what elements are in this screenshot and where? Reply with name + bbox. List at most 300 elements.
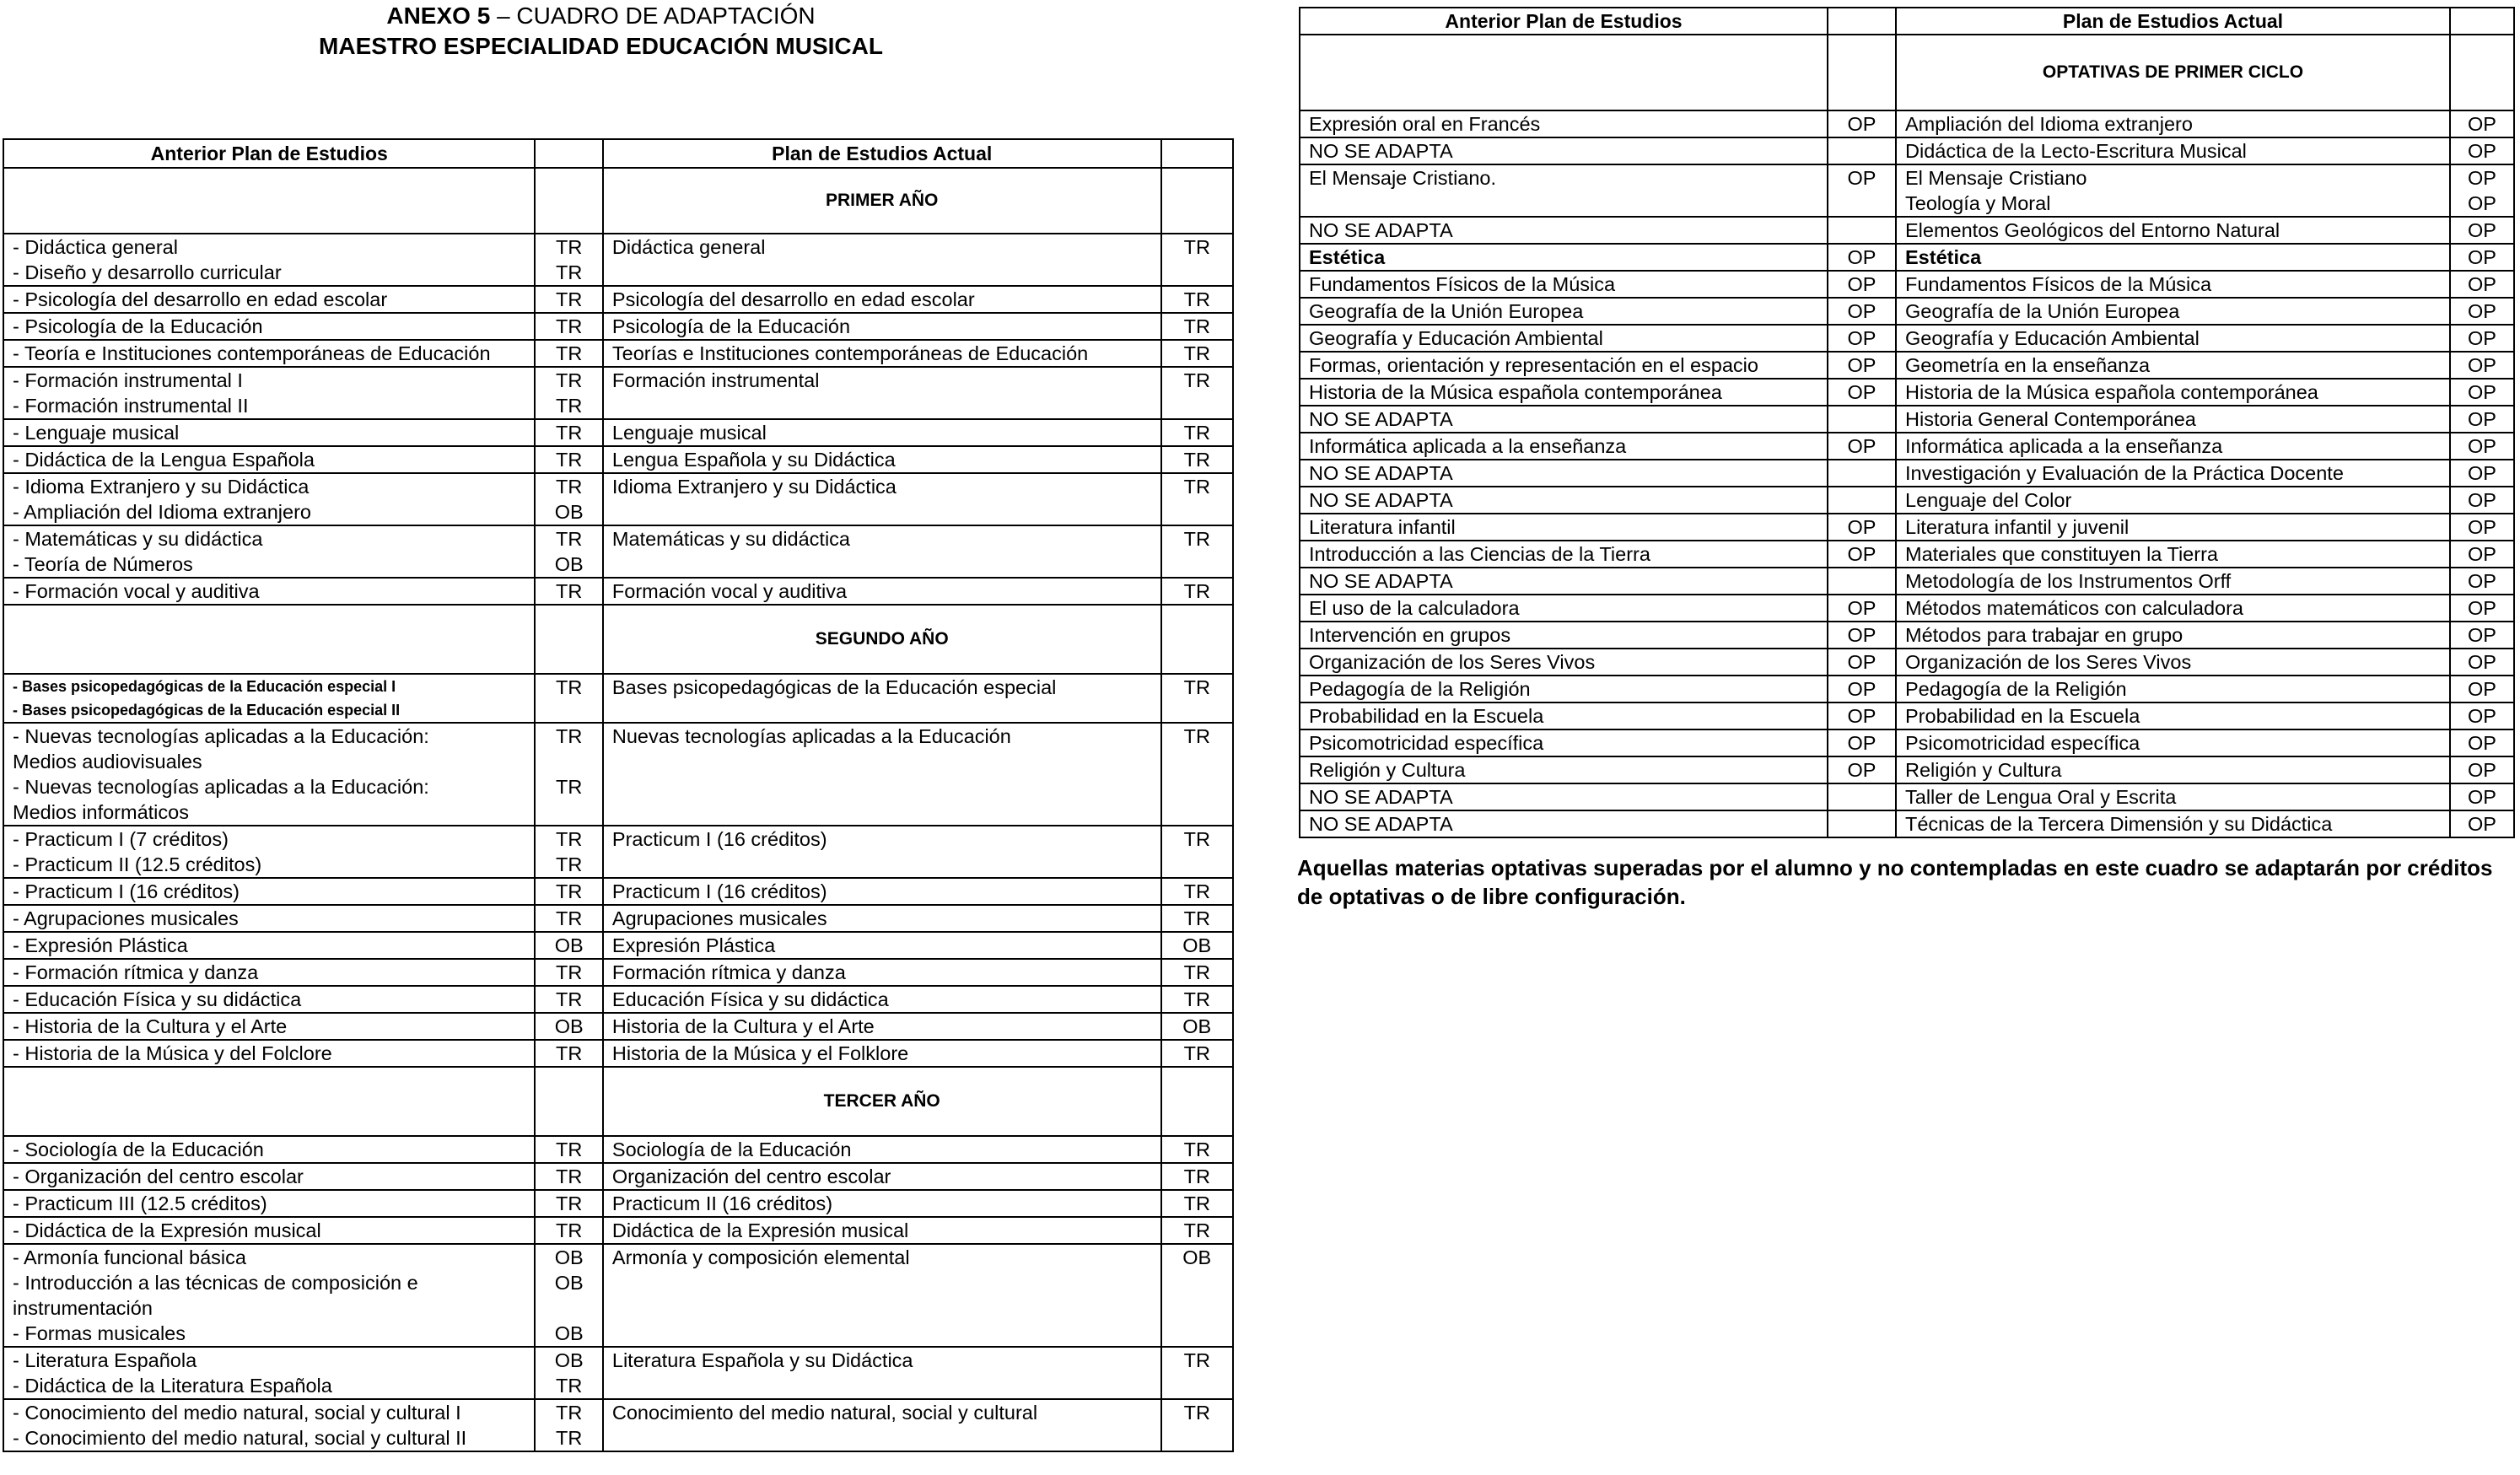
old-subject: - Didáctica general - Diseño y desarrollo curricular [3, 234, 535, 286]
right-row [1300, 649, 2514, 676]
new-type: OP [2450, 406, 2514, 433]
left-row [3, 1347, 1233, 1399]
new-type: OP [2450, 541, 2514, 568]
new-type: OP [2450, 703, 2514, 729]
right-row [1300, 810, 2514, 837]
old-type: TR TR [535, 1399, 602, 1451]
right-table-body [1300, 8, 2514, 837]
new-subject: Psicología de la Educación [603, 313, 1161, 340]
old-type [1828, 487, 1896, 514]
old-type: OP [1828, 164, 1896, 217]
old-type: TR [535, 340, 602, 367]
year-blank [535, 1067, 602, 1136]
old-type [1828, 406, 1896, 433]
new-subject: Formación rítmica y danza [603, 959, 1161, 986]
annex-subtitle: – CUADRO DE ADAPTACIÓN [490, 3, 816, 29]
old-subject: - Didáctica de la Expresión musical [3, 1217, 535, 1244]
old-type [1828, 810, 1896, 837]
new-type: TR [1161, 959, 1233, 986]
old-type: TR [535, 578, 602, 605]
old-type: OB [535, 932, 602, 959]
old-subject: - Lenguaje musical [3, 419, 535, 446]
new-subject: Agrupaciones musicales [603, 905, 1161, 932]
old-type: OP [1828, 352, 1896, 379]
left-table-body [3, 139, 1233, 1451]
new-subject: Materiales que constituyen la Tierra [1896, 541, 2450, 568]
right-row [1300, 406, 2514, 433]
new-subject: Organización del centro escolar [603, 1163, 1161, 1190]
old-subject: Pedagogía de la Religión [1300, 676, 1828, 703]
old-subject: - Formación instrumental I - Formación instrumental II [3, 367, 535, 419]
old-type: TR OB [535, 525, 602, 578]
left-row [3, 525, 1233, 578]
old-subject: Informática aplicada a la enseñanza [1300, 433, 1828, 460]
left-row [3, 578, 1233, 605]
new-type: TR [1161, 1040, 1233, 1067]
new-type: TR [1161, 367, 1233, 419]
new-type: TR [1161, 1190, 1233, 1217]
new-subject: Expresión Plástica [603, 932, 1161, 959]
new-type: TR [1161, 446, 1233, 473]
new-subject: Formación vocal y auditiva [603, 578, 1161, 605]
old-type: OP [1828, 514, 1896, 541]
year-blank [535, 168, 602, 234]
new-subject: Estética [1896, 244, 2450, 271]
old-type [1828, 217, 1896, 244]
old-subject: - Teoría e Instituciones contemporáneas de Educación [3, 340, 535, 367]
left-row [3, 723, 1233, 826]
new-type: OP [2450, 433, 2514, 460]
new-subject: Lengua Española y su Didáctica [603, 446, 1161, 473]
new-type: TR [1161, 1347, 1233, 1399]
new-subject: Historia General Contemporánea [1896, 406, 2450, 433]
old-type: OP [1828, 433, 1896, 460]
left-header-old: Anterior Plan de Estudios [3, 139, 535, 168]
new-subject: Didáctica de la Expresión musical [603, 1217, 1161, 1244]
right-row [1300, 595, 2514, 622]
old-type: TR [535, 1040, 602, 1067]
new-subject: Organización de los Seres Vivos [1896, 649, 2450, 676]
new-subject: Psicología del desarrollo en edad escolar [603, 286, 1161, 313]
right-row [1300, 433, 2514, 460]
left-row [3, 932, 1233, 959]
old-subject: NO SE ADAPTA [1300, 487, 1828, 514]
old-type: OP [1828, 110, 1896, 137]
left-row [3, 959, 1233, 986]
new-subject: Practicum I (16 créditos) [603, 878, 1161, 905]
left-adaptation-table [3, 138, 1234, 1452]
left-row [3, 1040, 1233, 1067]
new-type: TR [1161, 419, 1233, 446]
old-type: TR [535, 286, 602, 313]
old-type: TR [535, 905, 602, 932]
old-subject: - Educación Física y su didáctica [3, 986, 535, 1013]
old-type: TR [535, 1190, 602, 1217]
new-type: OP [2450, 298, 2514, 325]
left-row [3, 340, 1233, 367]
old-type: OP [1828, 729, 1896, 756]
old-subject: - Practicum I (16 créditos) [3, 878, 535, 905]
new-type: TR [1161, 340, 1233, 367]
old-type: OP [1828, 703, 1896, 729]
old-subject: - Formación vocal y auditiva [3, 578, 535, 605]
new-subject: Lenguaje del Color [1896, 487, 2450, 514]
annex-title [0, 2, 1202, 30]
new-type: TR [1161, 286, 1233, 313]
left-row [3, 367, 1233, 419]
right-row [1300, 568, 2514, 595]
year-row-2 [3, 605, 1233, 674]
right-row [1300, 217, 2514, 244]
new-subject: Geografía y Educación Ambiental [1896, 325, 2450, 352]
new-type: TR [1161, 674, 1233, 723]
new-subject: Geografía de la Unión Europea [1896, 298, 2450, 325]
left-row [3, 674, 1233, 723]
left-header-row [3, 139, 1233, 168]
new-subject: Matemáticas y su didáctica [603, 525, 1161, 578]
new-type: TR [1161, 1399, 1233, 1451]
year-blank [1161, 1067, 1233, 1136]
new-type: TR [1161, 1163, 1233, 1190]
old-subject: NO SE ADAPTA [1300, 460, 1828, 487]
right-row [1300, 783, 2514, 810]
old-type: TR TR [535, 826, 602, 878]
footnote: Aquellas materias optativas superadas por el alumno y no contempladas en este cuadro se adaptarán por créditos de optativas o de libre configuración. [1297, 855, 2493, 909]
new-type: OP [2450, 783, 2514, 810]
new-subject: Taller de Lengua Oral y Escrita [1896, 783, 2450, 810]
new-subject: Historia de la Cultura y el Arte [603, 1013, 1161, 1040]
old-type: OP [1828, 649, 1896, 676]
new-subject: Informática aplicada a la enseñanza [1896, 433, 2450, 460]
old-subject: - Agrupaciones musicales [3, 905, 535, 932]
new-type: TR [1161, 826, 1233, 878]
old-type: OP [1828, 622, 1896, 649]
old-type: OP [1828, 541, 1896, 568]
old-type: OB [535, 1013, 602, 1040]
old-type: TR OB [535, 473, 602, 525]
left-header-new: Plan de Estudios Actual [603, 139, 1161, 168]
old-subject: - Practicum III (12.5 créditos) [3, 1190, 535, 1217]
new-subject: Formación instrumental [603, 367, 1161, 419]
new-type: TR [1161, 473, 1233, 525]
new-subject: Literatura infantil y juvenil [1896, 514, 2450, 541]
year-label-1: PRIMER AÑO [603, 168, 1161, 234]
old-type: OP [1828, 379, 1896, 406]
old-subject: Religión y Cultura [1300, 756, 1828, 783]
new-subject: Lenguaje musical [603, 419, 1161, 446]
right-row [1300, 676, 2514, 703]
new-type: OP [2450, 217, 2514, 244]
new-subject: Didáctica general [603, 234, 1161, 286]
old-subject: Historia de la Música española contemporánea [1300, 379, 1828, 406]
old-type: TR TR [535, 367, 602, 419]
new-subject: Historia de la Música española contemporánea [1896, 379, 2450, 406]
old-subject: Geografía de la Unión Europea [1300, 298, 1828, 325]
new-type: TR [1161, 905, 1233, 932]
old-type: TR [535, 986, 602, 1013]
specialty-title: MAESTRO ESPECIALIDAD EDUCACIÓN MUSICAL [319, 33, 883, 59]
old-type: TR [535, 959, 602, 986]
year-label-2: SEGUNDO AÑO [603, 605, 1161, 674]
left-row [3, 986, 1233, 1013]
old-subject: - Nuevas tecnologías aplicadas a la Educación: Medios audiovisuales - Nuevas tecnologías aplicadas a la Educación: Medios informáticos [3, 723, 535, 826]
new-subject: Idioma Extranjero y su Didáctica [603, 473, 1161, 525]
left-row [3, 286, 1233, 313]
left-row [3, 313, 1233, 340]
left-row [3, 1217, 1233, 1244]
old-type: TR [535, 419, 602, 446]
right-row [1300, 110, 2514, 137]
new-subject: Armonía y composición elemental [603, 1244, 1161, 1347]
old-subject: - Matemáticas y su didáctica - Teoría de Números [3, 525, 535, 578]
new-type: OP [2450, 352, 2514, 379]
year-row-3 [3, 1067, 1233, 1136]
old-type: TR [535, 446, 602, 473]
new-subject: Psicomotricidad específica [1896, 729, 2450, 756]
old-subject: - Expresión Plástica [3, 932, 535, 959]
old-type: TR [535, 1136, 602, 1163]
old-subject: - Literatura Española - Didáctica de la Literatura Española [3, 1347, 535, 1399]
right-row [1300, 244, 2514, 271]
right-row [1300, 271, 2514, 298]
left-row [3, 878, 1233, 905]
new-type: TR [1161, 525, 1233, 578]
old-subject: Estética [1300, 244, 1828, 271]
new-type: OP [2450, 729, 2514, 756]
right-row [1300, 703, 2514, 729]
section-blank [1828, 35, 1896, 110]
right-row [1300, 514, 2514, 541]
old-type: TR [535, 1217, 602, 1244]
right-header-old: Anterior Plan de Estudios [1300, 8, 1828, 35]
new-subject: Practicum II (16 créditos) [603, 1190, 1161, 1217]
old-subject: - Formación rítmica y danza [3, 959, 535, 986]
right-adaptation-table [1299, 7, 2515, 838]
old-subject: Literatura infantil [1300, 514, 1828, 541]
old-subject: - Organización del centro escolar [3, 1163, 535, 1190]
new-type: OB [1161, 1244, 1233, 1347]
new-subject: Fundamentos Físicos de la Música [1896, 271, 2450, 298]
old-type: TR TR [535, 723, 602, 826]
old-subject: Organización de los Seres Vivos [1300, 649, 1828, 676]
new-type: OP OP [2450, 164, 2514, 217]
new-subject: Métodos matemáticos con calculadora [1896, 595, 2450, 622]
new-type: TR [1161, 723, 1233, 826]
right-row [1300, 487, 2514, 514]
right-header-row [1300, 8, 2514, 35]
year-blank [1161, 168, 1233, 234]
right-row [1300, 541, 2514, 568]
old-type: OP [1828, 676, 1896, 703]
new-subject: Técnicas de la Tercera Dimensión y su Didáctica [1896, 810, 2450, 837]
new-type: OP [2450, 487, 2514, 514]
left-row [3, 473, 1233, 525]
old-type: OP [1828, 756, 1896, 783]
old-subject: - Didáctica de la Lengua Española [3, 446, 535, 473]
left-row [3, 234, 1233, 286]
section-row [1300, 35, 2514, 110]
old-type: OP [1828, 595, 1896, 622]
new-type: TR [1161, 234, 1233, 286]
right-row [1300, 352, 2514, 379]
new-subject: Elementos Geológicos del Entorno Natural [1896, 217, 2450, 244]
new-type: OP [2450, 622, 2514, 649]
old-type: TR [535, 1163, 602, 1190]
new-type: OP [2450, 568, 2514, 595]
right-header-new: Plan de Estudios Actual [1896, 8, 2450, 35]
new-subject: Practicum I (16 créditos) [603, 826, 1161, 878]
new-subject: Pedagogía de la Religión [1896, 676, 2450, 703]
old-subject: - Practicum I (7 créditos) - Practicum II (12.5 créditos) [3, 826, 535, 878]
old-type: OB OB OB [535, 1244, 602, 1347]
old-subject: Intervención en grupos [1300, 622, 1828, 649]
right-row [1300, 137, 2514, 164]
old-type: TR [535, 674, 602, 723]
old-type: OP [1828, 298, 1896, 325]
old-subject: - Idioma Extranjero y su Didáctica - Ampliación del Idioma extranjero [3, 473, 535, 525]
new-subject: Probabilidad en la Escuela [1896, 703, 2450, 729]
right-row [1300, 164, 2514, 217]
new-subject: Sociología de la Educación [603, 1136, 1161, 1163]
year-blank [1161, 605, 1233, 674]
left-row [3, 419, 1233, 446]
old-subject: - Conocimiento del medio natural, social y cultural I - Conocimiento del medio natural, social y cultural II [3, 1399, 535, 1451]
left-row [3, 1136, 1233, 1163]
left-row [3, 826, 1233, 878]
old-subject: NO SE ADAPTA [1300, 810, 1828, 837]
old-type [1828, 568, 1896, 595]
right-header-blank [1828, 8, 1896, 35]
new-type: OB [1161, 932, 1233, 959]
right-row [1300, 325, 2514, 352]
new-subject: Educación Física y su didáctica [603, 986, 1161, 1013]
old-type [1828, 137, 1896, 164]
left-row [3, 1399, 1233, 1451]
new-type: OP [2450, 514, 2514, 541]
old-subject: Geografía y Educación Ambiental [1300, 325, 1828, 352]
old-subject: Psicomotricidad específica [1300, 729, 1828, 756]
section-label: OPTATIVAS DE PRIMER CICLO [1896, 35, 2450, 110]
new-type: TR [1161, 313, 1233, 340]
year-label-3: TERCER AÑO [603, 1067, 1161, 1136]
old-subject: Expresión oral en Francés [1300, 110, 1828, 137]
new-type: OP [2450, 595, 2514, 622]
year-row-1 [3, 168, 1233, 234]
left-header-blank [535, 139, 602, 168]
new-type: OP [2450, 137, 2514, 164]
left-row [3, 1244, 1233, 1347]
new-subject: Nuevas tecnologías aplicadas a la Educación [603, 723, 1161, 826]
right-row [1300, 622, 2514, 649]
new-type: OP [2450, 460, 2514, 487]
old-type: TR TR [535, 234, 602, 286]
year-blank [535, 605, 602, 674]
new-type: OP [2450, 244, 2514, 271]
right-header-blank [2450, 8, 2514, 35]
new-subject: Ampliación del Idioma extranjero [1896, 110, 2450, 137]
new-type: TR [1161, 578, 1233, 605]
section-blank [1300, 35, 1828, 110]
left-row [3, 1013, 1233, 1040]
new-subject: Teorías e Instituciones contemporáneas de Educación [603, 340, 1161, 367]
new-subject: Geometría en la enseñanza [1896, 352, 2450, 379]
annex-number: ANEXO 5 [386, 3, 491, 29]
new-type: OB [1161, 1013, 1233, 1040]
old-subject: NO SE ADAPTA [1300, 137, 1828, 164]
old-subject: Formas, orientación y representación en el espacio [1300, 352, 1828, 379]
new-type: OP [2450, 676, 2514, 703]
old-subject: El uso de la calculadora [1300, 595, 1828, 622]
old-subject: Probabilidad en la Escuela [1300, 703, 1828, 729]
new-type: TR [1161, 878, 1233, 905]
right-row [1300, 379, 2514, 406]
left-row [3, 1163, 1233, 1190]
new-type: TR [1161, 1217, 1233, 1244]
new-subject: Bases psicopedagógicas de la Educación especial [603, 674, 1161, 723]
old-subject: Introducción a las Ciencias de la Tierra [1300, 541, 1828, 568]
new-type: OP [2450, 379, 2514, 406]
section-blank [2450, 35, 2514, 110]
old-subject: NO SE ADAPTA [1300, 783, 1828, 810]
year-blank [3, 168, 535, 234]
year-blank [3, 605, 535, 674]
new-type: OP [2450, 756, 2514, 783]
left-row [3, 1190, 1233, 1217]
right-row [1300, 756, 2514, 783]
old-type: TR [535, 878, 602, 905]
right-row [1300, 729, 2514, 756]
old-subject: - Historia de la Cultura y el Arte [3, 1013, 535, 1040]
new-subject: Metodología de los Instrumentos Orff [1896, 568, 2450, 595]
old-type: OP [1828, 271, 1896, 298]
old-subject: - Bases psicopedagógicas de la Educación especial I - Bases psicopedagógicas de la Educación especial II [3, 674, 535, 723]
left-header-blank [1161, 139, 1233, 168]
old-subject: - Armonía funcional básica - Introducción a las técnicas de composición e instrumentación - Formas musicales [3, 1244, 535, 1347]
new-type: OP [2450, 325, 2514, 352]
new-subject: Religión y Cultura [1896, 756, 2450, 783]
old-type: TR [535, 313, 602, 340]
old-subject: - Sociología de la Educación [3, 1136, 535, 1163]
old-subject: - Psicología del desarrollo en edad escolar [3, 286, 535, 313]
new-type: OP [2450, 110, 2514, 137]
left-row [3, 905, 1233, 932]
old-type: OB TR [535, 1347, 602, 1399]
new-type: OP [2450, 271, 2514, 298]
year-blank [3, 1067, 535, 1136]
new-type: OP [2450, 810, 2514, 837]
old-subject: NO SE ADAPTA [1300, 217, 1828, 244]
old-subject: El Mensaje Cristiano. [1300, 164, 1828, 217]
right-row [1300, 460, 2514, 487]
new-subject: Métodos para trabajar en grupo [1896, 622, 2450, 649]
new-subject: Literatura Española y su Didáctica [603, 1347, 1161, 1399]
right-row [1300, 298, 2514, 325]
new-type: TR [1161, 986, 1233, 1013]
new-subject: Conocimiento del medio natural, social y cultural [603, 1399, 1161, 1451]
left-row [3, 446, 1233, 473]
new-subject: El Mensaje Cristiano Teología y Moral [1896, 164, 2450, 217]
new-subject: Didáctica de la Lecto-Escritura Musical [1896, 137, 2450, 164]
old-type: OP [1828, 325, 1896, 352]
old-subject: NO SE ADAPTA [1300, 568, 1828, 595]
old-subject: Fundamentos Físicos de la Música [1300, 271, 1828, 298]
old-type: OP [1828, 244, 1896, 271]
old-subject: - Psicología de la Educación [3, 313, 535, 340]
old-type [1828, 460, 1896, 487]
new-type: OP [2450, 649, 2514, 676]
old-subject: - Historia de la Música y del Folclore [3, 1040, 535, 1067]
old-type [1828, 783, 1896, 810]
